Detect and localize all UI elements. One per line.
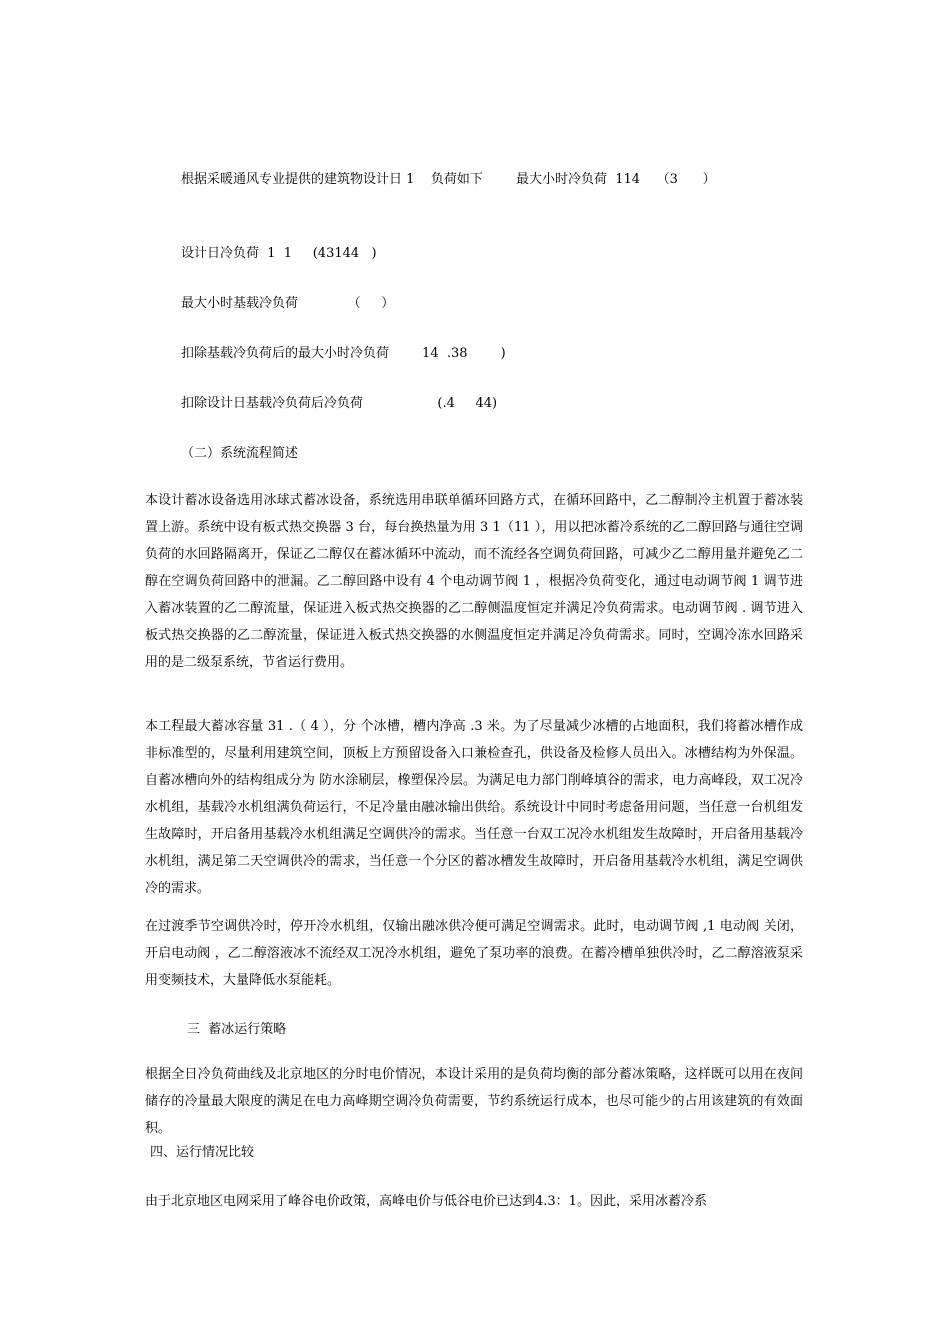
section-heading-system-flow: （二）系统流程简述	[181, 446, 299, 461]
load-line-design-day: 根据采暖通风专业提供的建筑物设计日 1 负荷如下 最大小时冷负荷 114 （3 ）	[181, 172, 716, 187]
paragraph-transition-season	[145, 913, 803, 994]
paragraph-operation-strategy	[145, 1061, 803, 1142]
paragraph-text: 本设计蓄冰设备选用冰球式蓄冰设备，系统选用串联单循环回路方式，在循环回路中，乙二醇制冷主机置于蓄冰装置上游。系统中设有板式热交换器 3 台，每台换热量为用 3 1（11 ），用以把冰蓄冷系统的乙二醇回路与通往空调负荷的水回路隔离开，保证乙二醇仅在蓄冰循环中流动，而不流经各空调负荷回路，可减少乙二醇用量并避免乙二醇在空调负荷回路中的泄漏。乙二醇回路中设有 4 个电动调节阀 1 ，根据冷负荷变化，通过电动调节阀 1 调节进入蓄冰装置的乙二醇流量，保证进入板式热交换器的乙二醇侧温度恒定并满足冷负荷需求。电动调节阀 . 调节进入板式热交换器的乙二醇流量，保证进入板式热交换器的水侧温度恒定并满足冷负荷需求。同时，空调冷冻水回路采用的是二级泵系统，节省运行费用。	[145, 493, 803, 670]
section-heading-operation-strategy: 三 蓄冰运行策略	[187, 1022, 287, 1037]
paragraph-text: 根据全日冷负荷曲线及北京地区的分时电价情况，本设计采用的是负荷均衡的部分蓄冰策略，这样既可以用在夜间储存的冷量最大限度的满足在电力高峰期空调冷负荷需要，节约系统运行成本，也尽可能少的占用该建筑的有效面积。	[145, 1067, 803, 1136]
section-heading-operation-comparison: 四、运行情况比较	[150, 1145, 255, 1160]
load-line-daily-cooling: 设计日冷负荷 1 1 (43144 )	[181, 246, 377, 261]
paragraph-tariff	[145, 1188, 803, 1215]
paragraph-system-flow	[145, 487, 803, 676]
paragraph-text: 由于北京地区电网采用了峰谷电价政策，高峰电价与低谷电价已达到4.3：1。因此，采用冰蓄冷系	[145, 1194, 707, 1209]
load-line-peak-minus-base: 扣除基载冷负荷后的最大小时冷负荷 14 .38 )	[181, 346, 506, 361]
load-line-base-load: 最大小时基载冷负荷 （ ）	[181, 296, 395, 311]
paragraph-text: 本工程最大蓄冰容量 31 .（ 4 ），分 个冰槽，槽内净高 .3 米。为了尽量减少冰槽的占地面积，我们将蓄冰槽作成非标准型的，尽量利用建筑空间，顶板上方预留设备入口兼检查孔，供设备及检修人员出入。冰槽结构为外保温。自蓄冰槽向外的结构组成分为 防水涂刷层，橡塑保冷层。为满足电力部门削峰填谷的需求，电力高峰段，双工况冷水机组，基载冷水机组满负荷运行，不足冷量由融冰输出供给。系统设计中同时考虑备用问题，当任意一台机组发生故障时，开启备用基载冷水机组满足空调供冷的需求。当任意一台双工况冷水机组发生故障时，开启备用基载冷水机组，满足第二天空调供冷的需求，当任意一个分区的蓄冰槽发生故障时，开启备用基载冷水机组，满足空调供冷的需求。	[145, 719, 803, 896]
paragraph-ice-storage-capacity	[145, 713, 803, 902]
load-line-day-minus-base: 扣除设计日基载冷负荷后冷负荷 (.4 44)	[181, 396, 498, 411]
paragraph-text: 在过渡季节空调供冷时，停开冷水机组，仅输出融冰供冷便可满足空调需求。此时，电动调节阀 ,1 电动阀 关闭，开启电动阀 ，乙二醇溶液冰不流经双工况冷水机组，避免了泵功率的浪费。在蓄冷槽单独供冷时，乙二醇溶液泵采用变频技术，大量降低水泵能耗。	[145, 919, 803, 988]
